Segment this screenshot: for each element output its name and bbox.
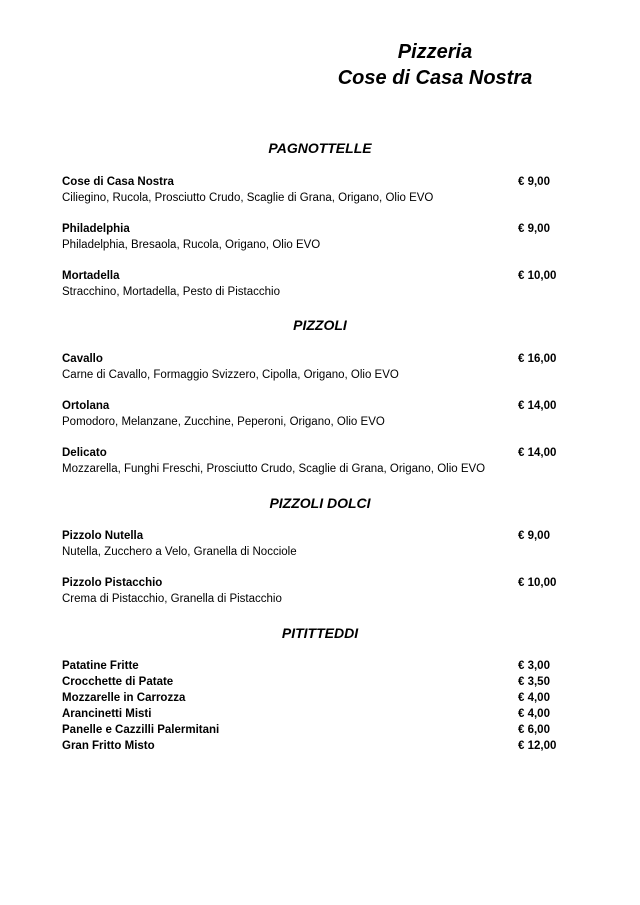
item-name: Mozzarelle in Carrozza <box>62 692 186 704</box>
item-description: Crema di Pistacchio, Granella di Pistacchio <box>62 593 282 605</box>
item-price: € 4,00 <box>518 692 550 704</box>
item-price: € 14,00 <box>518 447 557 459</box>
item-price: € 10,00 <box>518 577 557 589</box>
menu-item <box>62 268 558 315</box>
section-pizzoli-dolci <box>62 528 558 622</box>
item-price: € 10,00 <box>518 270 557 282</box>
restaurant-title-line2: Cose di Casa Nostra <box>337 67 533 89</box>
item-name: Gran Fritto Misto <box>62 740 155 752</box>
menu-item <box>62 722 558 738</box>
item-price: € 4,00 <box>518 708 550 720</box>
section-heading-pititteddi: PITITTEDDI <box>281 625 359 641</box>
menu-item <box>62 528 558 575</box>
section-pagnottelle <box>62 174 558 315</box>
item-name: Cavallo <box>62 353 103 365</box>
menu-item <box>62 398 558 445</box>
item-description: Ciliegino, Rucola, Prosciutto Crudo, Scaglie di Grana, Origano, Olio EVO <box>62 192 434 204</box>
item-price: € 3,50 <box>518 676 550 688</box>
item-price: € 16,00 <box>518 353 557 365</box>
item-price: € 9,00 <box>518 176 550 188</box>
menu-item <box>62 445 558 492</box>
item-description: Pomodoro, Melanzane, Zucchine, Peperoni, Origano, Olio EVO <box>62 416 385 428</box>
item-name: Ortolana <box>62 400 110 412</box>
item-description: Philadelphia, Bresaola, Rucola, Origano, Olio EVO <box>62 239 321 251</box>
menu-item <box>62 674 558 690</box>
item-name: Pizzolo Nutella <box>62 530 144 542</box>
item-price: € 12,00 <box>518 740 557 752</box>
section-heading-pagnottelle: PAGNOTTELLE <box>268 140 372 156</box>
item-price: € 3,00 <box>518 660 550 672</box>
item-price: € 6,00 <box>518 724 550 736</box>
menu-item <box>62 690 558 706</box>
item-name: Panelle e Cazzilli Palermitani <box>62 724 220 736</box>
menu-item <box>62 658 558 674</box>
item-price: € 9,00 <box>518 530 550 542</box>
item-name: Arancinetti Misti <box>62 708 152 720</box>
section-pititteddi <box>62 658 558 754</box>
item-name: Delicato <box>62 447 107 459</box>
menu-item <box>62 221 558 268</box>
restaurant-title-line1: Pizzeria <box>397 41 473 63</box>
section-pizzoli <box>62 351 558 492</box>
item-name: Crocchette di Patate <box>62 676 174 688</box>
section-heading-pizzoli: PIZZOLI <box>293 317 347 333</box>
item-description: Nutella, Zucchero a Velo, Granella di Nocciole <box>62 546 297 558</box>
item-name: Mortadella <box>62 270 120 282</box>
item-name: Philadelphia <box>62 223 130 235</box>
item-description: Stracchino, Mortadella, Pesto di Pistacchio <box>62 286 280 298</box>
item-description: Carne di Cavallo, Formaggio Svizzero, Cipolla, Origano, Olio EVO <box>62 369 399 381</box>
menu-item <box>62 706 558 722</box>
item-name: Patatine Fritte <box>62 660 139 672</box>
section-heading-pizzoli-dolci: PIZZOLI DOLCI <box>269 495 371 511</box>
item-name: Cose di Casa Nostra <box>62 176 174 188</box>
menu-item <box>62 575 558 622</box>
item-name: Pizzolo Pistacchio <box>62 577 163 589</box>
item-price: € 9,00 <box>518 223 550 235</box>
menu-item <box>62 174 558 221</box>
item-price: € 14,00 <box>518 400 557 412</box>
item-description: Mozzarella, Funghi Freschi, Prosciutto Crudo, Scaglie di Grana, Origano, Olio EVO <box>62 463 486 475</box>
menu-item <box>62 738 558 754</box>
menu-item <box>62 351 558 398</box>
